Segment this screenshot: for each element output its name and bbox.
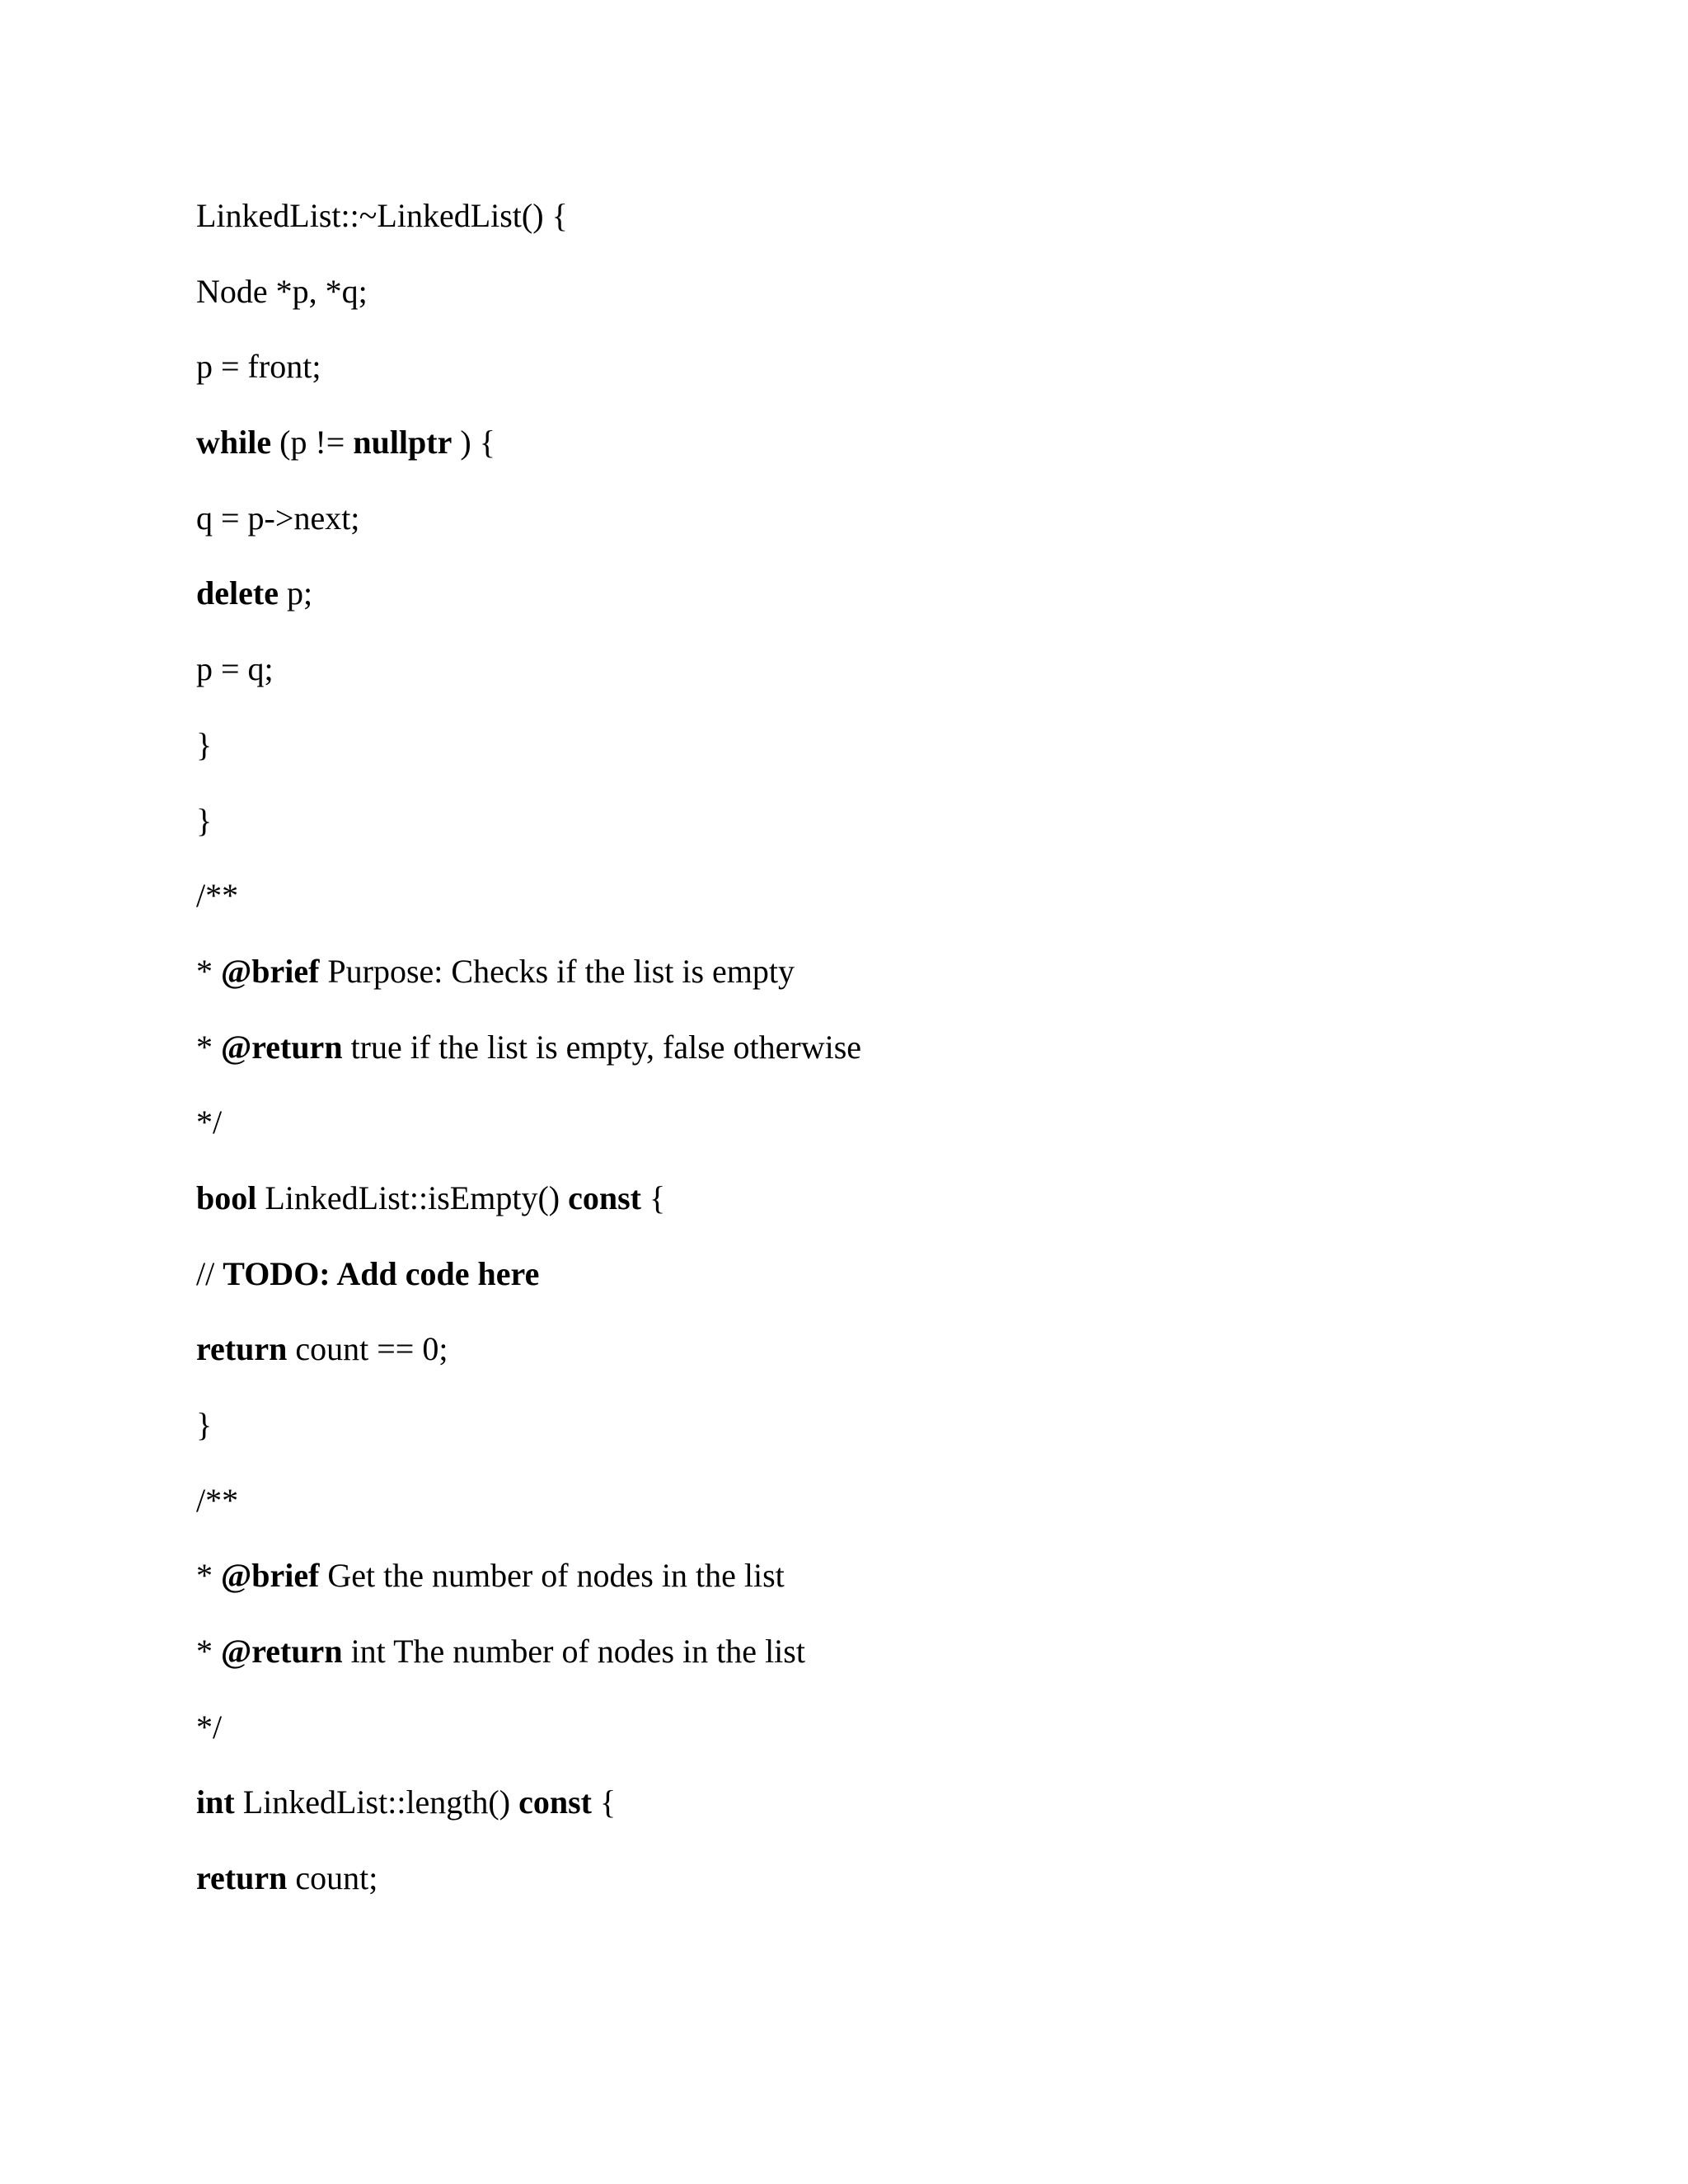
code-text: p = front; (196, 348, 321, 386)
code-line (196, 642, 861, 718)
code-keyword: TODO: Add code here (223, 1254, 540, 1292)
code-keyword: @brief (221, 1557, 320, 1595)
code-line (196, 1775, 861, 1851)
code-keyword: nullptr (353, 424, 452, 462)
code-line (196, 340, 861, 415)
code-text: p = q; (196, 650, 274, 688)
code-line (196, 718, 861, 794)
code-text: LinkedList::length() (234, 1783, 519, 1821)
code-keyword: const (568, 1179, 641, 1216)
code-text: count == 0; (287, 1330, 448, 1368)
code-text: * (196, 1557, 221, 1595)
code-text: } (196, 1406, 213, 1443)
code-keyword: while (196, 424, 272, 462)
code-text: count; (287, 1859, 378, 1897)
code-text: } (196, 801, 213, 839)
code-text: // (196, 1254, 223, 1292)
code-keyword: @return (221, 1028, 343, 1066)
code-text: /** (196, 877, 239, 915)
code-listing (196, 189, 861, 1927)
code-line (196, 189, 861, 265)
code-text: true if the list is empty, false otherwise (342, 1028, 862, 1066)
code-line (196, 1398, 861, 1474)
code-text: LinkedList::~LinkedList() { (196, 197, 568, 234)
code-line (196, 1851, 861, 1927)
code-text: */ (196, 1104, 223, 1141)
code-line (196, 566, 861, 642)
code-keyword: bool (196, 1179, 257, 1216)
code-text: Get the number of nodes in the list (319, 1557, 785, 1595)
code-text: { (591, 1783, 617, 1821)
code-line (196, 491, 861, 567)
code-text: * (196, 1633, 221, 1671)
code-text: Purpose: Checks if the list is empty (319, 952, 795, 990)
code-text: { (640, 1179, 666, 1216)
code-line (196, 1322, 861, 1398)
code-text: /** (196, 1481, 239, 1519)
code-text: } (196, 725, 213, 763)
code-text: ) { (452, 424, 495, 462)
code-keyword: return (196, 1859, 288, 1897)
code-line (196, 1700, 861, 1776)
code-line (196, 1624, 861, 1700)
code-keyword: int (196, 1783, 235, 1821)
code-line (196, 944, 861, 1020)
code-keyword: @brief (221, 952, 320, 990)
code-line (196, 415, 861, 491)
code-text: (p != (271, 424, 354, 462)
code-text: q = p->next; (196, 499, 360, 537)
code-line (196, 265, 861, 340)
code-line (196, 1171, 861, 1247)
code-keyword: return (196, 1330, 288, 1368)
code-text: p; (278, 574, 313, 612)
code-text: * (196, 952, 221, 990)
code-line (196, 1549, 861, 1624)
code-keyword: const (518, 1783, 592, 1821)
code-keyword: delete (196, 574, 279, 612)
code-text: LinkedList::isEmpty() (256, 1179, 569, 1216)
code-line (196, 1020, 861, 1096)
code-text: */ (196, 1708, 223, 1746)
code-text: int The number of nodes in the list (342, 1633, 805, 1671)
code-line (196, 1247, 861, 1323)
code-line (196, 794, 861, 869)
code-text: * (196, 1028, 221, 1066)
code-keyword: @return (221, 1633, 343, 1671)
code-line (196, 869, 861, 944)
code-line (196, 1474, 861, 1549)
code-line (196, 1095, 861, 1171)
code-text: Node *p, *q; (196, 272, 368, 310)
